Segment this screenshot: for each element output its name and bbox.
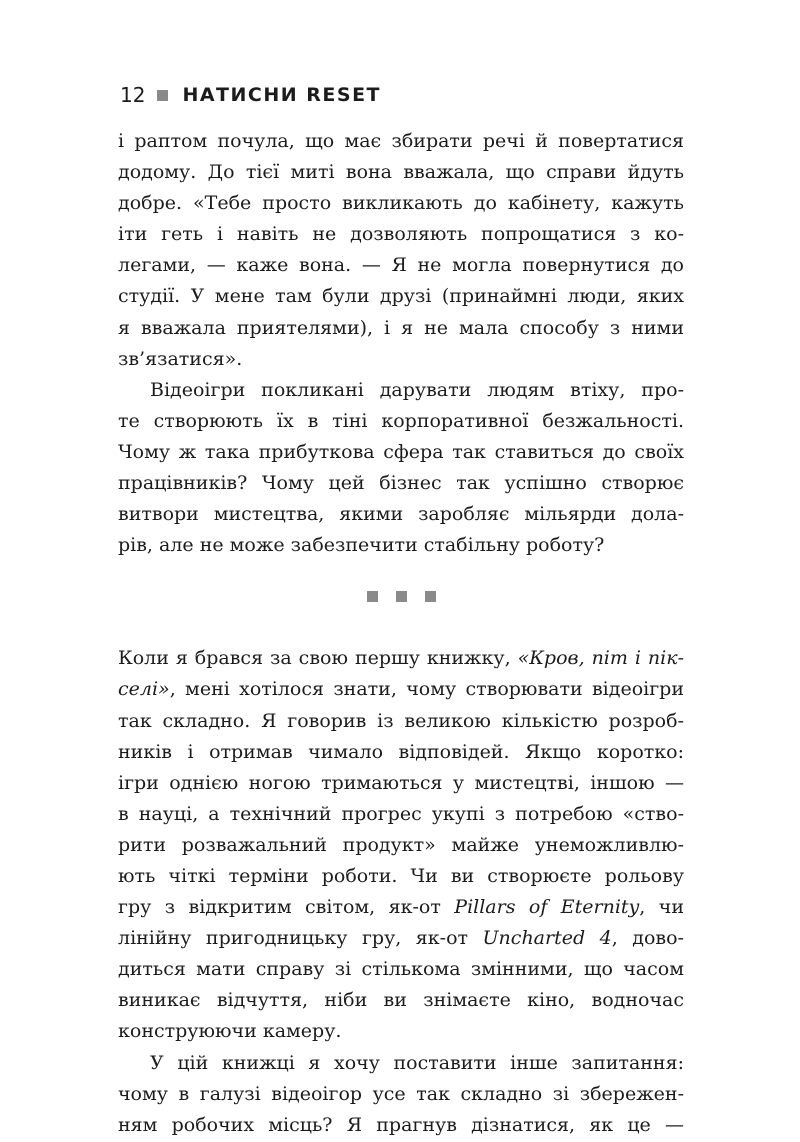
text-run: , мені хотілося знати, чому створювати відеоігри [169,678,684,701]
text-line: в науці, а технічний прогрес укупі з потребою «ство- [118,802,684,825]
book-title: НАТИСНИ RESET [182,84,382,106]
paragraph [118,643,684,1047]
text-line: працівників? Чому цей бізнес так успішно створює [118,472,684,495]
text-line: ням робочих місць? Я прагнув дізнатися, як це — [118,1113,684,1136]
text-line: додому. До тієї миті вона вважала, що справи йдуть [118,161,684,184]
text-line: те створюють їх в тіні корпоративної безжальності. [118,409,684,432]
book-title-italic: «Кров, піт і пік- [517,647,684,670]
text-line: ють чіткі терміни роботи. Чи ви створюєте рольову [118,864,684,887]
paragraph [118,1048,684,1141]
text-line: я вважала приятелями), і я не мала способу з ними [118,316,684,339]
text-line: конструюючи камеру. [118,1020,342,1043]
running-head [120,80,684,110]
text-run: , чи [639,896,684,919]
section-separator [118,591,684,603]
text-line: рів, але не може забезпечити стабільну роботу? [118,534,605,557]
text-line: студії. У мене там були друзі (принаймні люди, яких [118,285,684,308]
text-line: іти геть і навіть не дозволяють попрощатися з ко- [118,223,684,246]
text-line: У цій книжці я хочу поставити інше запитання: [150,1051,684,1074]
book-page [118,80,684,1141]
text-line: рити розважальний продукт» майже унеможливлю- [118,833,684,856]
text-line: диться мати справу зі стількома змінними, що часом [118,958,684,981]
text-line [118,892,684,923]
text-line: добре. «Тебе просто викликають до кабінету, кажуть [118,192,684,215]
paragraph [118,375,684,562]
text-line: ників і отримав чимало відповідей. Якщо коротко: [118,740,684,763]
text-line: зв’язатися». [118,347,243,370]
text-run: лінійну пригодницьку гру, як-от [118,927,483,950]
book-title-italic: селі» [118,678,170,701]
text-run: гру з відкритим світом, як-от [118,896,455,919]
text-line: чому в галузі відеоігор усе так складно зі збережен- [118,1082,684,1105]
game-title-italic: Uncharted 4 [482,927,612,950]
text-line [118,674,684,705]
text-line: так складно. Я говорив із великою кількістю розроб- [118,709,684,732]
square-bullet-icon [425,591,436,602]
square-bullet-icon [396,591,407,602]
text-line: витвори мистецтва, якими заробляє мільярди дола- [118,503,684,526]
paragraph [118,126,684,375]
text-section-2 [118,643,684,1141]
text-section-1 [118,126,684,561]
text-run: Коли я брався за свою першу книжку, [118,647,518,670]
text-line: і раптом почула, що має збирати речі й повертатися [118,130,684,152]
text-line: ігри однією ногою тримаються у мистецтві, іншою — [118,771,684,794]
game-title-italic: Pillars of Eternity [454,896,640,919]
square-bullet-icon [367,591,378,602]
text-line: Відеоігри покликані дарувати людям втіху, про- [150,378,684,401]
text-line [118,923,684,954]
page-number: 12 [120,83,146,107]
text-line: легами, — каже вона. — Я не могла повернутися до [118,254,684,277]
text-line: Чому ж така прибуткова сфера так ставиться до своїх [118,440,684,463]
text-line [118,643,684,674]
text-line: виникає відчуття, ніби ви знімаєте кіно, водночас [118,989,684,1012]
text-run: , дово- [611,927,684,950]
square-bullet-icon [157,90,168,101]
